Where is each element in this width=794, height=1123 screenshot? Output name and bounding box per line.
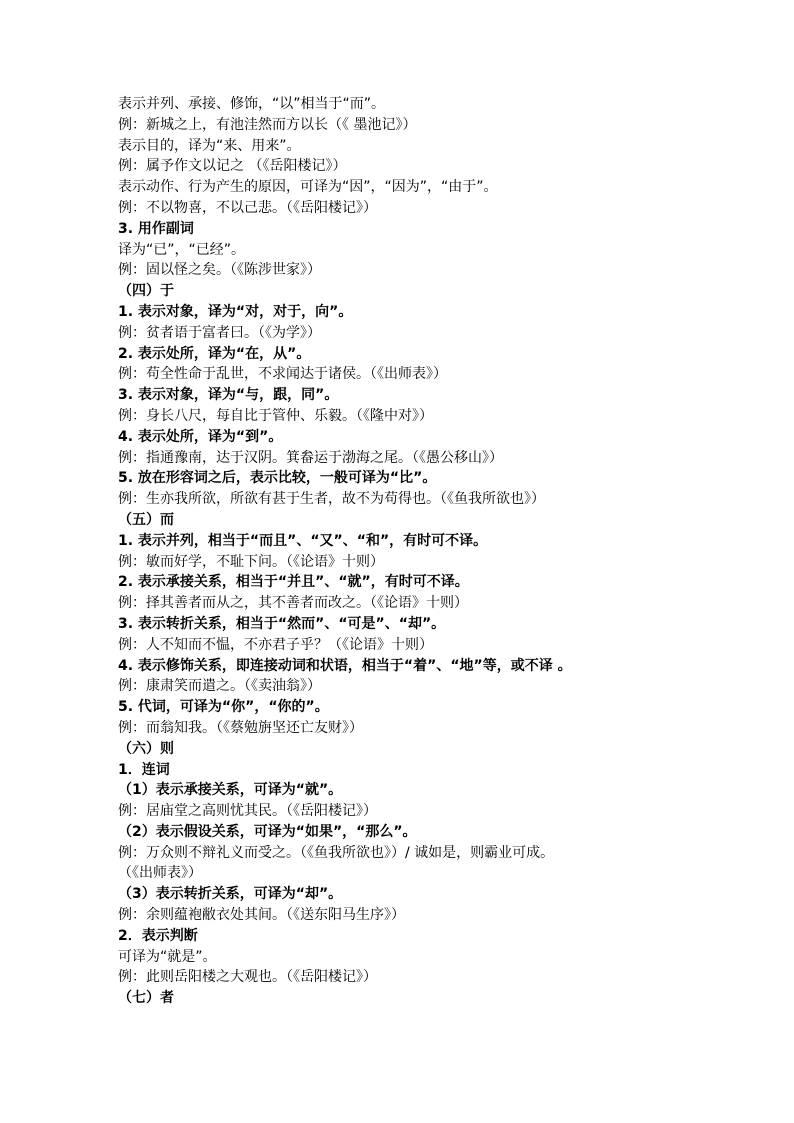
heading-line: 1. 表示对象，译为“对，对于，向”。	[118, 303, 353, 320]
text-line: 例：余则蕴袍敝衣处其间。（《送东阳马生序》）	[118, 907, 405, 924]
heading-line: 1．连词	[118, 761, 170, 778]
heading-line: （五）而	[118, 511, 174, 528]
text-line: 表示并列、承接、修饰，“以”相当于“而”。	[118, 96, 386, 112]
heading-line: 3. 用作副词	[118, 220, 194, 237]
text-line: 例：万众则不辩礼义而受之。（《鱼我所欲也》）/ 诚如是，则霸业可成。	[118, 844, 555, 861]
text-line: 例：固以怪之矣。（《陈涉世家》）	[118, 262, 321, 279]
heading-line: 2. 表示处所，译为“在，从”。	[118, 345, 311, 362]
text-line: 例：苟全性命于乱世，不求闻达于诸侯。（《出师表》）	[118, 366, 447, 383]
text-line: 例：指通豫南，达于汉阴。箕畚运于渤海之尾。（《愚公移山》）	[118, 449, 503, 466]
heading-line: 2. 表示承接关系，相当于“并且”、“就”，有时可不译。	[118, 574, 469, 591]
text-line: 例：新城之上，有池洼然而方以长（《 墨池记》）	[118, 116, 417, 133]
heading-line: 2．表示判断	[118, 927, 198, 944]
heading-line: （七）者	[118, 990, 174, 1007]
text-line: 表示目的，译为“来、用来”。	[118, 137, 301, 154]
text-line: 译为“已”，“已经”。	[118, 241, 246, 258]
text-line: （《出师表》）	[118, 865, 202, 882]
heading-line: （2）表示假设关系，可译为“如果”，“那么”。	[118, 823, 417, 840]
text-line: 例：择其善者而从之，其不善者而改之。（《论语》十则）	[118, 595, 468, 612]
heading-line: 3. 表示对象，译为“与，跟，同”。	[118, 387, 339, 404]
document-body	[118, 94, 738, 1009]
text-line: 例：属予作文以记之 （《岳阳楼记》）	[118, 158, 347, 175]
text-line: 例：身长八尺，每自比于管仲、乐毅。（《隆中对》）	[118, 407, 433, 424]
text-line: 例：居庙堂之高则忧其民。（《岳阳楼记》）	[118, 803, 377, 820]
heading-line: 5. 代词，可译为“你”，“你的”。	[118, 699, 329, 716]
text-line: 例：不以物喜，不以己悲。（《岳阳楼记》）	[118, 199, 377, 216]
text-line: 例：康肃笑而遣之。（《卖油翁》）	[118, 678, 321, 695]
text-line: 例：敏而好学，不耻下问。（《论语》十则）	[118, 553, 384, 570]
heading-line: （四）于	[118, 283, 174, 300]
text-line: 例：此则岳阳楼之大观也。（《岳阳楼记》）	[118, 969, 377, 986]
text-line: 例：生亦我所欲，所欲有甚于生者，故不为苟得也。（《鱼我所欲也》）	[118, 491, 545, 508]
heading-line: （3）表示转折关系，可译为“却”。	[118, 886, 343, 903]
heading-line: （六）则	[118, 740, 174, 757]
text-line: 表示动作、行为产生的原因，可译为“因”，“因为”，“由于”。	[118, 179, 498, 196]
text-line: 例：人不知而不愠，不亦君子乎？（《论语》十则）	[118, 636, 433, 653]
heading-line: 4. 表示处所，译为“到”。	[118, 428, 283, 445]
heading-line: 4. 表示修饰关系，即连接动词和状语，相当于“着”、“地”等，或不译 。	[118, 657, 572, 674]
text-line: 可译为“就是”。	[118, 948, 217, 965]
heading-line: 3. 表示转折关系，相当于“然而”、“可是”、“却”。	[118, 615, 446, 632]
heading-line: （1）表示承接关系，可译为“就”。	[118, 782, 343, 799]
text-line: 例：贫者语于富者曰。（《为学》）	[118, 324, 321, 341]
text-line: 例：而翁知我。（《蔡勉旃坚还亡友财》）	[118, 719, 363, 736]
heading-line: 1. 表示并列，相当于“而且”、“又”、“和”，有时可不译。	[118, 532, 488, 549]
heading-line: 5. 放在形容词之后，表示比较，一般可译为“比”。	[118, 470, 437, 487]
